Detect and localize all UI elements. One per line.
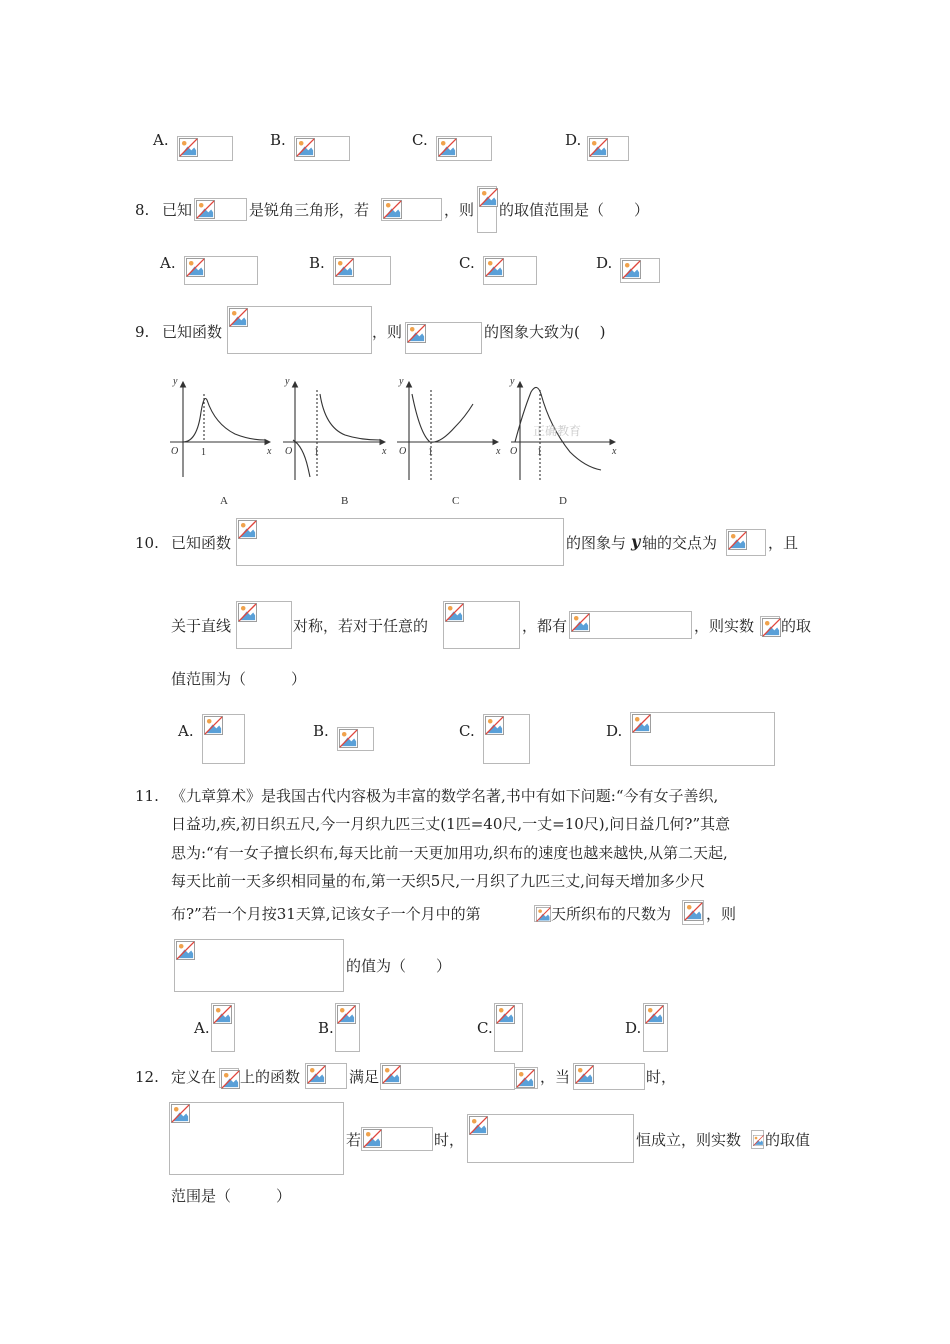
formula-image bbox=[643, 1003, 668, 1052]
image-placeholder-icon bbox=[536, 907, 551, 922]
formula-image bbox=[467, 1114, 634, 1163]
question-text: 思为:“有一女子擅长织布,每天比前一天更加用功,织布的速度也越来越快,从第二天起, bbox=[171, 844, 728, 862]
question-text: ，则 bbox=[444, 201, 475, 219]
q7-option-a-label: A. bbox=[153, 131, 169, 149]
question-text: 的图象大致为( ) bbox=[484, 323, 606, 341]
image-placeholder-icon bbox=[589, 138, 608, 157]
formula-image bbox=[335, 1003, 360, 1052]
formula-image bbox=[236, 518, 564, 566]
formula-image bbox=[333, 256, 391, 285]
formula-image bbox=[361, 1127, 433, 1151]
formula-image bbox=[380, 1063, 515, 1090]
graph-a bbox=[170, 382, 270, 477]
q11-option-b-label: B. bbox=[318, 1019, 334, 1037]
question-text: 《九章算术》是我国古代内容极为丰富的数学名著,书中有如下问题:“今有女子善织, bbox=[171, 787, 719, 805]
axis-x-label: x bbox=[496, 446, 501, 457]
image-placeholder-icon bbox=[728, 531, 747, 550]
question-text: 若 bbox=[346, 1131, 362, 1149]
question-text: 时， bbox=[434, 1131, 465, 1149]
image-placeholder-icon bbox=[296, 138, 315, 157]
axis-x-label: x bbox=[382, 446, 387, 457]
question-text: 的取 bbox=[781, 617, 812, 635]
image-placeholder-icon bbox=[753, 1132, 764, 1149]
image-placeholder-icon bbox=[469, 1116, 488, 1135]
question-text: 日益功,疾,初日织五尺,今一月织九匹三丈(1匹=40尺,一丈=10尺),问日益几何?”其意 bbox=[171, 815, 731, 833]
image-placeholder-icon bbox=[632, 714, 651, 733]
tick-one-label: 1 bbox=[201, 447, 206, 458]
question-text: ，则实数 bbox=[694, 617, 755, 635]
origin-label: O bbox=[171, 446, 179, 457]
formula-image bbox=[483, 256, 537, 285]
formula-image bbox=[760, 616, 780, 636]
question-text: 时， bbox=[646, 1068, 677, 1086]
image-placeholder-icon bbox=[221, 1070, 240, 1089]
q9-function-graphs bbox=[165, 372, 625, 512]
image-placeholder-icon bbox=[575, 1065, 594, 1084]
formula-image bbox=[436, 136, 492, 161]
image-placeholder-icon bbox=[179, 138, 198, 157]
image-placeholder-icon bbox=[307, 1065, 326, 1084]
image-placeholder-icon bbox=[485, 258, 504, 277]
q11-option-d-label: D. bbox=[625, 1019, 642, 1037]
question-number: 10. bbox=[135, 534, 159, 552]
q8-option-c-label: C. bbox=[459, 254, 475, 272]
question-number: 12. bbox=[135, 1068, 159, 1086]
origin-label: O bbox=[285, 446, 293, 457]
image-placeholder-icon bbox=[238, 520, 257, 539]
q10-option-b-label: B. bbox=[313, 722, 329, 740]
axis-y-label: y bbox=[510, 376, 515, 387]
axis-x-label: x bbox=[612, 446, 617, 457]
watermark: 正确教育 bbox=[533, 424, 582, 438]
graph-b bbox=[283, 382, 385, 480]
q8-option-b-label: B. bbox=[309, 254, 325, 272]
image-placeholder-icon bbox=[339, 729, 358, 748]
question-text: 轴的交点为 bbox=[642, 534, 718, 552]
formula-image bbox=[294, 136, 350, 161]
question-number: 9. bbox=[135, 323, 150, 341]
axis-x-label: x bbox=[267, 446, 272, 457]
question-number: 8. bbox=[135, 201, 150, 219]
q10-option-d-label: D. bbox=[606, 722, 623, 740]
question-text: 范围是（ ） bbox=[171, 1187, 292, 1205]
image-placeholder-icon bbox=[171, 1104, 190, 1123]
question-text: ，都有 bbox=[522, 617, 568, 635]
formula-image bbox=[236, 601, 292, 649]
question-text: 的图象与 bbox=[566, 534, 627, 552]
question-text: ，当 bbox=[540, 1068, 571, 1086]
formula-image bbox=[211, 1003, 235, 1052]
image-placeholder-icon bbox=[407, 324, 426, 343]
y-variable: y bbox=[631, 532, 641, 551]
formula-image bbox=[587, 136, 629, 161]
image-placeholder-icon bbox=[213, 1005, 232, 1024]
formula-image bbox=[305, 1063, 347, 1089]
axis-y-label: y bbox=[173, 376, 178, 387]
q10-option-c-label: C. bbox=[459, 722, 475, 740]
image-placeholder-icon bbox=[516, 1069, 535, 1088]
tick-one-label: 1 bbox=[428, 447, 433, 458]
formula-image bbox=[443, 601, 520, 649]
question-text: 已知 bbox=[162, 201, 193, 219]
image-placeholder-icon bbox=[445, 603, 464, 622]
image-placeholder-icon bbox=[204, 716, 223, 735]
image-placeholder-icon bbox=[363, 1129, 382, 1148]
question-text: 上的函数 bbox=[240, 1068, 301, 1086]
question-text: 值范围为（ ） bbox=[171, 670, 307, 688]
q7-option-c-label: C. bbox=[412, 131, 428, 149]
formula-image bbox=[483, 714, 530, 764]
graph-label-b: B bbox=[341, 495, 349, 507]
formula-image bbox=[514, 1067, 538, 1089]
q7-option-d-label: D. bbox=[565, 131, 582, 149]
question-number: 11. bbox=[135, 787, 159, 805]
origin-label: O bbox=[510, 446, 518, 457]
origin-label: O bbox=[399, 446, 407, 457]
formula-image bbox=[726, 529, 766, 556]
graph-label-c: C bbox=[452, 495, 460, 507]
q10-option-a-label: A. bbox=[178, 722, 194, 740]
formula-image bbox=[573, 1063, 645, 1090]
question-text: 对称，若对于任意的 bbox=[293, 617, 429, 635]
formula-image bbox=[477, 186, 497, 233]
formula-image bbox=[620, 258, 660, 283]
image-placeholder-icon bbox=[383, 200, 402, 219]
formula-image bbox=[227, 306, 372, 354]
formula-image bbox=[682, 900, 704, 925]
question-text: 已知函数 bbox=[162, 323, 223, 341]
image-placeholder-icon bbox=[238, 603, 257, 622]
question-text: 满足 bbox=[349, 1068, 380, 1086]
image-placeholder-icon bbox=[229, 308, 248, 327]
question-text: ，则 bbox=[372, 323, 403, 341]
q11-option-a-label: A. bbox=[194, 1019, 210, 1037]
formula-image bbox=[202, 714, 245, 764]
graph-label-d: D bbox=[559, 495, 567, 507]
question-text: 已知函数 bbox=[171, 534, 232, 552]
graph-label-a: A bbox=[220, 495, 228, 507]
q7-option-b-label: B. bbox=[270, 131, 286, 149]
formula-image bbox=[569, 611, 692, 639]
axis-y-label: y bbox=[399, 376, 404, 387]
formula-image bbox=[194, 198, 247, 221]
image-placeholder-icon bbox=[622, 260, 641, 279]
q11-option-c-label: C. bbox=[477, 1019, 493, 1037]
formula-image bbox=[337, 727, 374, 751]
image-placeholder-icon bbox=[438, 138, 457, 157]
question-text: 布?”若一个月按31天算,记该女子一个月中的第 bbox=[171, 905, 481, 923]
question-text: 的取值范围是（ ） bbox=[499, 201, 650, 219]
graph-c bbox=[397, 382, 498, 480]
formula-image bbox=[169, 1102, 344, 1175]
question-text: 每天比前一天多织相同量的布,第一天织5尺,一月织了九匹三丈,问每天增加多少尺 bbox=[171, 872, 705, 890]
image-placeholder-icon bbox=[479, 188, 498, 207]
image-placeholder-icon bbox=[335, 258, 354, 277]
formula-image bbox=[751, 1130, 764, 1149]
formula-image bbox=[174, 939, 344, 992]
formula-image bbox=[184, 256, 258, 285]
image-placeholder-icon bbox=[196, 200, 215, 219]
tick-one-label: 1 bbox=[314, 447, 319, 458]
tick-one-label: 1 bbox=[537, 447, 542, 458]
question-text: 恒成立，则实数 bbox=[636, 1131, 742, 1149]
formula-image bbox=[219, 1068, 239, 1088]
question-text: 是锐角三角形，若 bbox=[249, 201, 370, 219]
question-text: 定义在 bbox=[171, 1068, 217, 1086]
image-placeholder-icon bbox=[762, 618, 781, 637]
image-placeholder-icon bbox=[485, 716, 504, 735]
formula-image bbox=[381, 198, 442, 221]
image-placeholder-icon bbox=[684, 902, 703, 921]
image-placeholder-icon bbox=[176, 941, 195, 960]
question-text: 的值为（ ） bbox=[346, 957, 452, 975]
formula-image bbox=[494, 1003, 523, 1052]
image-placeholder-icon bbox=[571, 613, 590, 632]
image-placeholder-icon bbox=[186, 258, 205, 277]
question-text: ，则 bbox=[706, 905, 737, 923]
image-placeholder-icon bbox=[382, 1065, 401, 1084]
image-placeholder-icon bbox=[645, 1005, 664, 1024]
question-text: 天所织布的尺数为 bbox=[551, 905, 672, 923]
image-placeholder-icon bbox=[496, 1005, 515, 1024]
formula-image bbox=[534, 905, 551, 922]
formula-image bbox=[177, 136, 233, 161]
axis-y-label: y bbox=[285, 376, 290, 387]
question-text: 关于直线 bbox=[171, 617, 232, 635]
q8-option-a-label: A. bbox=[160, 254, 176, 272]
formula-image bbox=[630, 712, 775, 766]
question-text: ，且 bbox=[768, 534, 799, 552]
image-placeholder-icon bbox=[337, 1005, 356, 1024]
formula-image bbox=[405, 322, 482, 354]
question-text: 的取值 bbox=[765, 1131, 811, 1149]
q8-option-d-label: D. bbox=[596, 254, 613, 272]
